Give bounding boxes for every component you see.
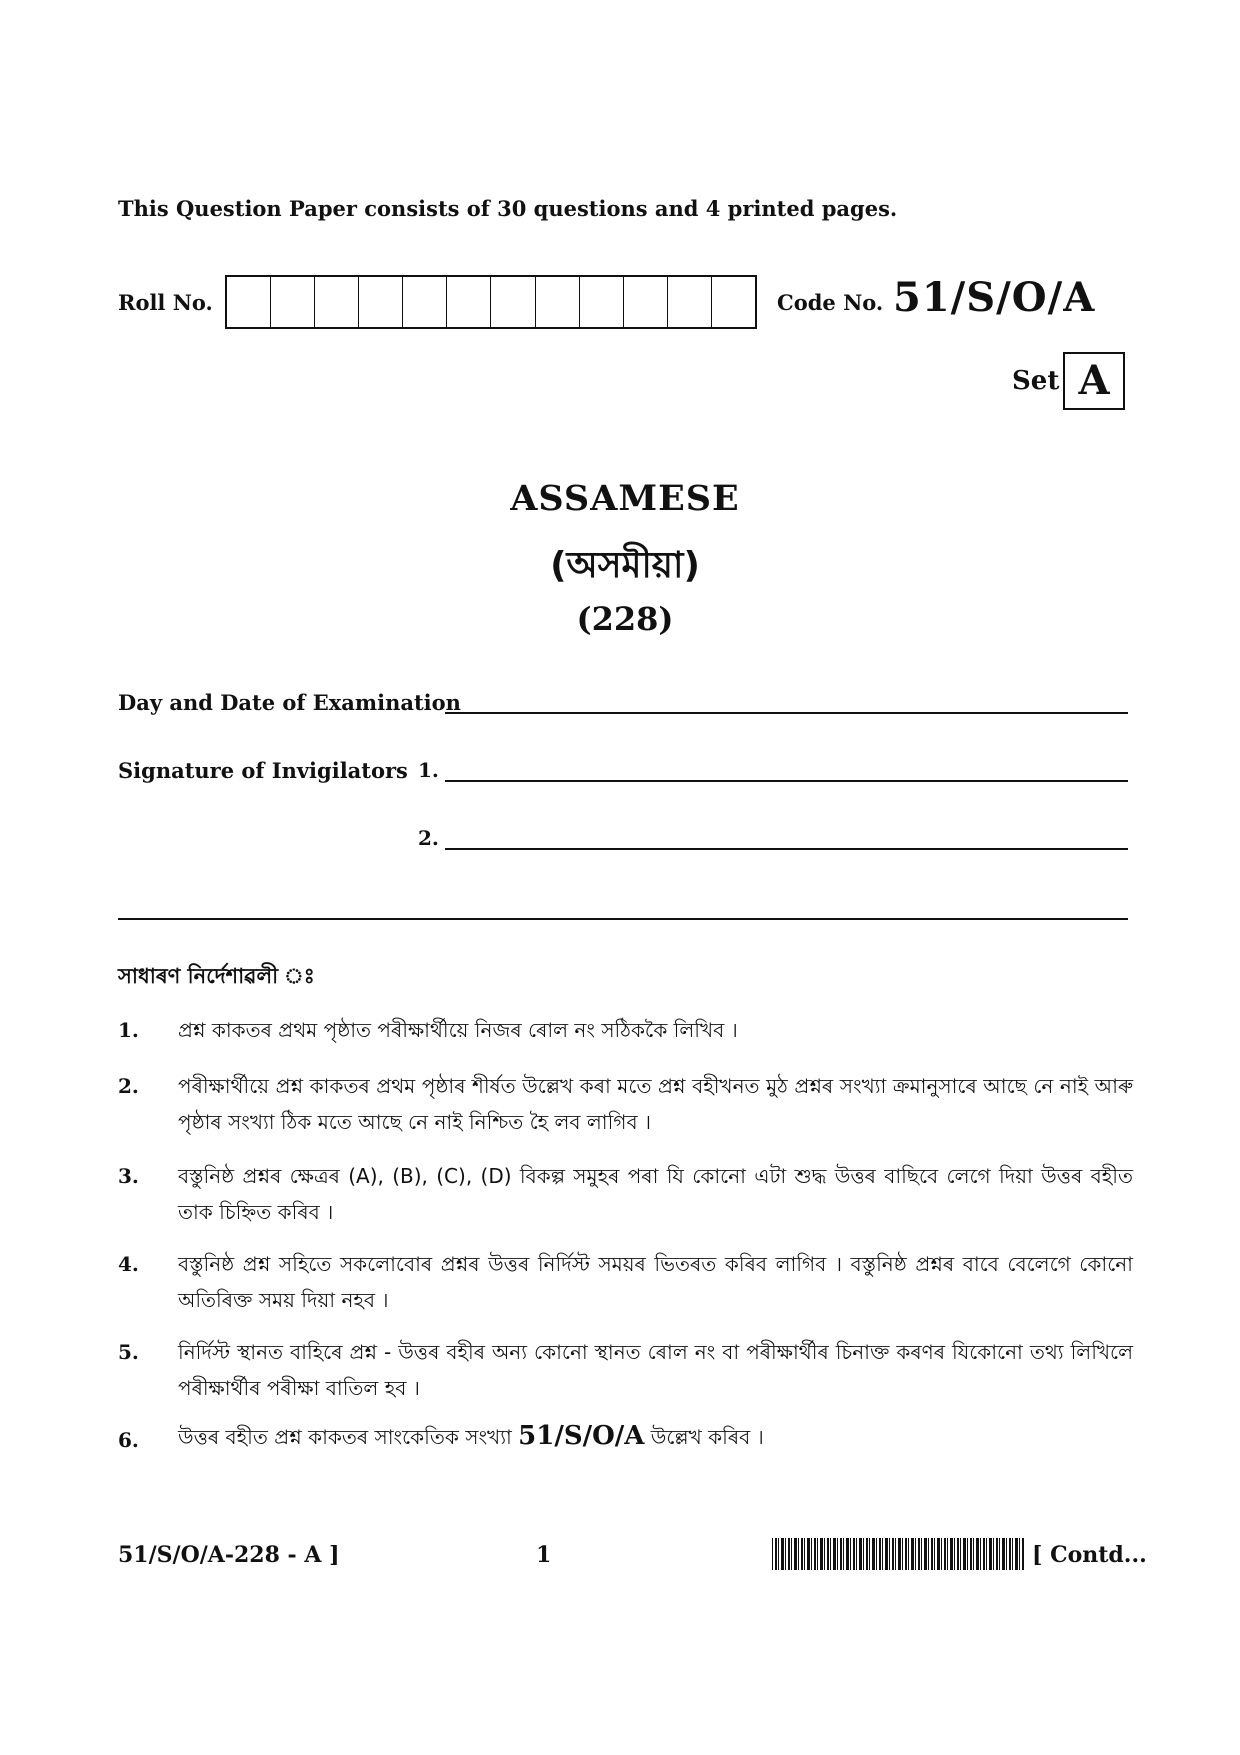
roll-number-box[interactable] (359, 277, 403, 327)
footer-page-number: 1 (536, 1542, 552, 1568)
exam-date-label: Day and Date of Examination (118, 690, 461, 715)
roll-number-label: Roll No. (118, 290, 213, 315)
invigilator-2-number: 2. (418, 826, 439, 850)
instruction-text-before: উত্তৰ বহীত প্ৰশ্ন কাকতৰ সাংকেতিক সংখ্যা (178, 1425, 512, 1449)
instruction-text: পৰীক্ষাৰ্থীয়ে প্ৰশ্ন কাকতৰ প্ৰথম পৃষ্ঠাৰ শীৰ্ষত উল্লেখ কৰা মতে প্ৰশ্ন বহীখনত মুঠ প্ৰশ্নৰ সংখ্যা ক্ৰমানুসাৰে আছে নে নাই আৰু পৃষ্ঠাৰ সংখ্যা ঠিক মতে আছে নে নাই নিশ্চিত হৈ লব লাগিব । (178, 1074, 1133, 1134)
instruction-text-after: উল্লেখ কৰিব । (650, 1425, 764, 1449)
instructions-heading: সাধাৰণ নিৰ্দেশাৱলী ঃ (118, 964, 315, 988)
roll-number-box[interactable] (580, 277, 624, 327)
roll-number-box[interactable] (227, 277, 271, 327)
instruction-number: 3. (118, 1164, 139, 1188)
roll-number-boxes[interactable] (225, 275, 757, 329)
code-number-label: Code No. (777, 290, 884, 315)
instruction-number: 2. (118, 1074, 139, 1098)
code-number-value: 51/S/O/A (893, 274, 1096, 321)
roll-number-box[interactable] (403, 277, 447, 327)
roll-number-box[interactable] (315, 277, 359, 327)
invigilator-2-line[interactable] (445, 848, 1128, 850)
set-label: Set (1012, 366, 1060, 396)
instruction-number: 5. (118, 1340, 139, 1364)
invigilators-label: Signature of Invigilators (118, 758, 408, 783)
pages-info: This Question Paper consists of 30 questions and 4 printed pages. (118, 196, 898, 221)
invigilator-1-number: 1. (418, 758, 439, 782)
instruction-text: বস্তুনিষ্ঠ প্ৰশ্নৰ ক্ষেত্ৰৰ (A), (B), (C), (D) বিকল্প সমুহৰ পৰা যি কোনো এটা শুদ্ধ উত্তৰ বাছিবে লেগে দিয়া উত্তৰ বহীত তাক চিহ্নিত কৰিব । (178, 1164, 1133, 1224)
roll-number-box[interactable] (668, 277, 712, 327)
roll-number-box[interactable] (447, 277, 491, 327)
section-divider (118, 918, 1128, 920)
subject-native-title: (অসমীয়া) (550, 545, 700, 586)
roll-number-box[interactable] (712, 277, 755, 327)
instruction-text (178, 1418, 1133, 1455)
footer-continued: [ Contd... (1032, 1542, 1147, 1568)
subject-code: (228) (576, 600, 674, 638)
instruction-text: বস্তুনিষ্ঠ প্ৰশ্ন সহিতে সকলোবোৰ প্ৰশ্নৰ উত্তৰ নিৰ্দিস্ট সময়ৰ ভিতৰত কৰিব লাগিব । বস্তুনিষ্ঠ প্ৰশ্নৰ বাবে বেলেগে কোনো অতিৰিক্ত সময় দিয়া নহব । (178, 1252, 1133, 1312)
exam-date-line[interactable] (445, 712, 1128, 714)
instruction-text: প্ৰশ্ন কাকতৰ প্ৰথম পৃষ্ঠাত পৰীক্ষাৰ্থীয়ে নিজৰ ৰোল নং সঠিককৈ লিখিব । (178, 1018, 738, 1042)
instruction-number: 6. (118, 1428, 139, 1452)
instruction-number: 4. (118, 1252, 139, 1276)
invigilator-1-line[interactable] (445, 780, 1128, 782)
roll-number-box[interactable] (491, 277, 535, 327)
footer-paper-code: 51/S/O/A-228 - A ] (118, 1542, 340, 1568)
set-value-box: A (1063, 352, 1125, 410)
instruction-number: 1. (118, 1018, 139, 1042)
roll-number-box[interactable] (536, 277, 580, 327)
roll-number-box[interactable] (271, 277, 315, 327)
subject-title: ASSAMESE (510, 478, 740, 519)
instruction-code: 51/S/O/A (518, 1421, 645, 1451)
roll-number-box[interactable] (624, 277, 668, 327)
barcode-icon (772, 1538, 1024, 1570)
instruction-text: নিৰ্দিস্ট স্থানত বাহিৰে প্ৰশ্ন - উত্তৰ বহীৰ অন্য কোনো স্থানত ৰোল নং বা পৰীক্ষাৰ্থীৰ চিনাক্ত কৰণৰ যিকোনো তথ্য লিখিলে পৰীক্ষাৰ্থীৰ পৰীক্ষা বাতিল হব । (178, 1340, 1133, 1400)
